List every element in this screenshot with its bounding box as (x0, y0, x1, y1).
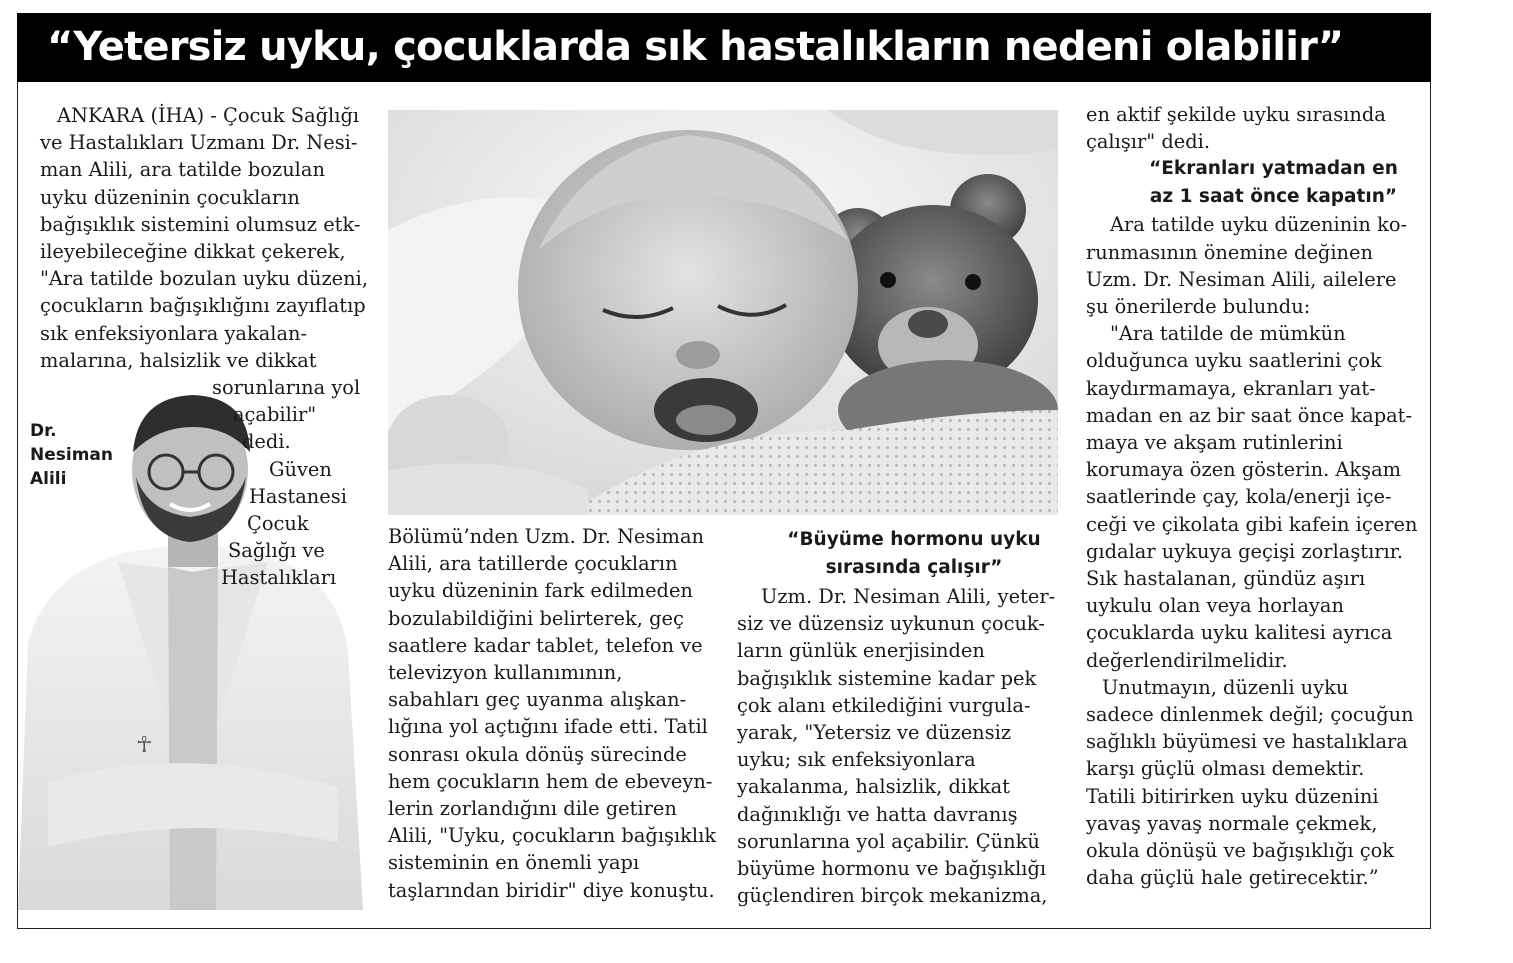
text-line: değerlendirilmelidir. (1086, 648, 1288, 672)
text-line: dağınıklığı ve hatta davranış (737, 802, 1018, 826)
text-line: sorunlarına yol açabilir. Çünkü (737, 829, 1040, 853)
text-line: okula dönüşü ve bağışıklığı çok (1086, 839, 1395, 863)
text-line: şu önerilerde bulundu: (1086, 295, 1311, 319)
text-line: bağışıklık sistemini olumsuz etk- (40, 212, 361, 236)
subheading: “Ekranları yatmadan en (1149, 158, 1398, 180)
text-line: uyku düzeninin fark edilmeden (388, 579, 693, 603)
baby-photo (388, 110, 1058, 515)
text-line: dedi. (242, 430, 291, 454)
text-line: en aktif şekilde uyku sırasında (1086, 103, 1386, 126)
text-line: televizyon kullanımının, (388, 661, 623, 685)
text-line: sorunlarına yol (212, 376, 361, 400)
caption-line: Nesiman (30, 445, 113, 465)
text-line: ceği ve çikolata gibi kafein içeren (1086, 512, 1418, 536)
subheading: sırasında çalışır” (825, 557, 1003, 578)
caption-line: Dr. (30, 421, 57, 441)
text-line: saatlere kadar tablet, telefon ve (388, 633, 703, 657)
text-line: maya ve akşam rutinlerini (1086, 431, 1343, 455)
column-3 (737, 526, 1067, 909)
text-line: korumaya özen gösterin. Akşam (1086, 458, 1402, 482)
svg-text:☥: ☥ (136, 733, 153, 758)
text-line: sonrası okula dönüş sürecinde (388, 742, 687, 766)
text-line: sağlıklı büyümesi ve hastalıklara (1086, 730, 1408, 754)
text-line: Çocuk (247, 512, 309, 536)
column-2 (388, 523, 718, 904)
text-line: karşı güçlü olması demektir. (1086, 757, 1365, 781)
text-line: ANKARA (İHA) - Çocuk Sağlığı (57, 104, 360, 127)
subheading: “Büyüme hormonu uyku (787, 529, 1041, 550)
text-line: çalışır" dedi. (1086, 130, 1210, 154)
text-line: Uzm. Dr. Nesiman Alili, yeter- (761, 585, 1056, 608)
text-line: sadece dinlenmek değil; çocuğun (1086, 703, 1414, 727)
text-line: Sağlığı ve (228, 539, 325, 563)
text-line: lığına yol açtığını ifade etti. Tatil (388, 715, 708, 739)
text-line: açabilir" (233, 403, 317, 427)
text-line: Tatili bitirirken uyku düzenini (1086, 784, 1379, 808)
text-line: man Alili, ara tatilde bozulan (40, 158, 325, 182)
text-line: taşlarından biridir" diye konuştu. (388, 878, 715, 902)
column-4 (1086, 101, 1416, 891)
text-line: ların günlük enerjisinden (737, 639, 985, 663)
text-line: siz ve düzensiz uykunun çocuk- (737, 612, 1045, 636)
text-line: saatlerinde çay, kola/enerji içe- (1086, 485, 1392, 509)
subheading: az 1 saat önce kapatın” (1149, 186, 1398, 208)
text-line: çocuklarda uyku kalitesi ayrıca (1086, 621, 1393, 645)
text-line: çocukların bağışıklığını zayıflatıp (40, 294, 366, 318)
text-line: Bölümü’nden Uzm. Dr. Nesiman (388, 525, 704, 548)
text-line: ve Hastalıkları Uzmanı Dr. Nesi- (40, 131, 358, 155)
text-line: gıdalar uykuya geçişi zorlaştırır. (1086, 539, 1404, 563)
text-line: kaydırmamaya, ekranları yat- (1086, 376, 1376, 400)
text-line: olduğunca uyku saatlerini çok (1086, 349, 1382, 373)
text-line: Alili, "Uyku, çocukların bağışıklık (388, 824, 717, 848)
caption-line: Alili (30, 469, 67, 489)
text-line: Unutmayın, düzenli uyku (1102, 675, 1349, 699)
text-line: uykulu olan veya horlayan (1086, 594, 1344, 618)
text-line: Alili, ara tatillerde çocukların (388, 552, 678, 576)
text-line: lerin zorlandığını dile getiren (388, 797, 677, 821)
text-line: Hastanesi (249, 484, 347, 508)
text-line: Ara tatilde uyku düzeninin ko- (1110, 213, 1408, 237)
text-line: yavaş yavaş normale çekmek, (1086, 811, 1378, 835)
text-line: sisteminin en önemli yapı (388, 851, 640, 875)
text-line: daha güçlü hale getirecektir.” (1086, 866, 1379, 890)
text-line: sık enfeksiyonlara yakalan- (40, 321, 308, 345)
text-line: uyku düzeninin çocukların (40, 185, 300, 209)
text-line: yakalanma, halsizlik, dikkat (737, 775, 1010, 799)
column-1 (40, 102, 370, 592)
text-line: Güven (269, 457, 332, 481)
text-line: çok alanı etkilediğini vurgula- (737, 693, 1031, 717)
headline: “Yetersiz uyku, çocuklarda sık hastalıkların nedeni olabilir” (17, 13, 1431, 82)
text-line: "Ara tatilde bozulan uyku düzeni, (40, 267, 369, 291)
text-line: bağışıklık sistemine kadar pek (737, 666, 1037, 690)
text-line: "Ara tatilde de mümkün (1110, 322, 1346, 346)
text-line: hem çocukların hem de ebeveyn- (388, 769, 713, 793)
text-line: uyku; sık enfeksiyonlara (737, 748, 976, 772)
text-line: bozulabildiğini belirterek, geç (388, 606, 684, 630)
text-line: Sık hastalanan, gündüz aşırı (1086, 567, 1366, 591)
text-line: sabahları geç uyanma alışkan- (388, 688, 687, 712)
text-line: madan en az bir saat önce kapat- (1086, 403, 1413, 427)
text-line: büyüme hormonu ve bağışıklığı (737, 857, 1047, 881)
text-line: Hastalıkları (221, 566, 337, 590)
text-line: malarına, halsizlik ve dikkat (40, 348, 317, 372)
text-line: yarak, "Yetersiz ve düzensiz (737, 721, 1012, 745)
text-line: güçlendiren birçok mekanizma, (737, 884, 1048, 908)
text-line: runmasının önemine değinen (1086, 240, 1373, 264)
text-line: Uzm. Dr. Nesiman Alili, ailelere (1086, 267, 1397, 291)
text-line: ileyebileceğine dikkat çekerek, (40, 240, 346, 264)
